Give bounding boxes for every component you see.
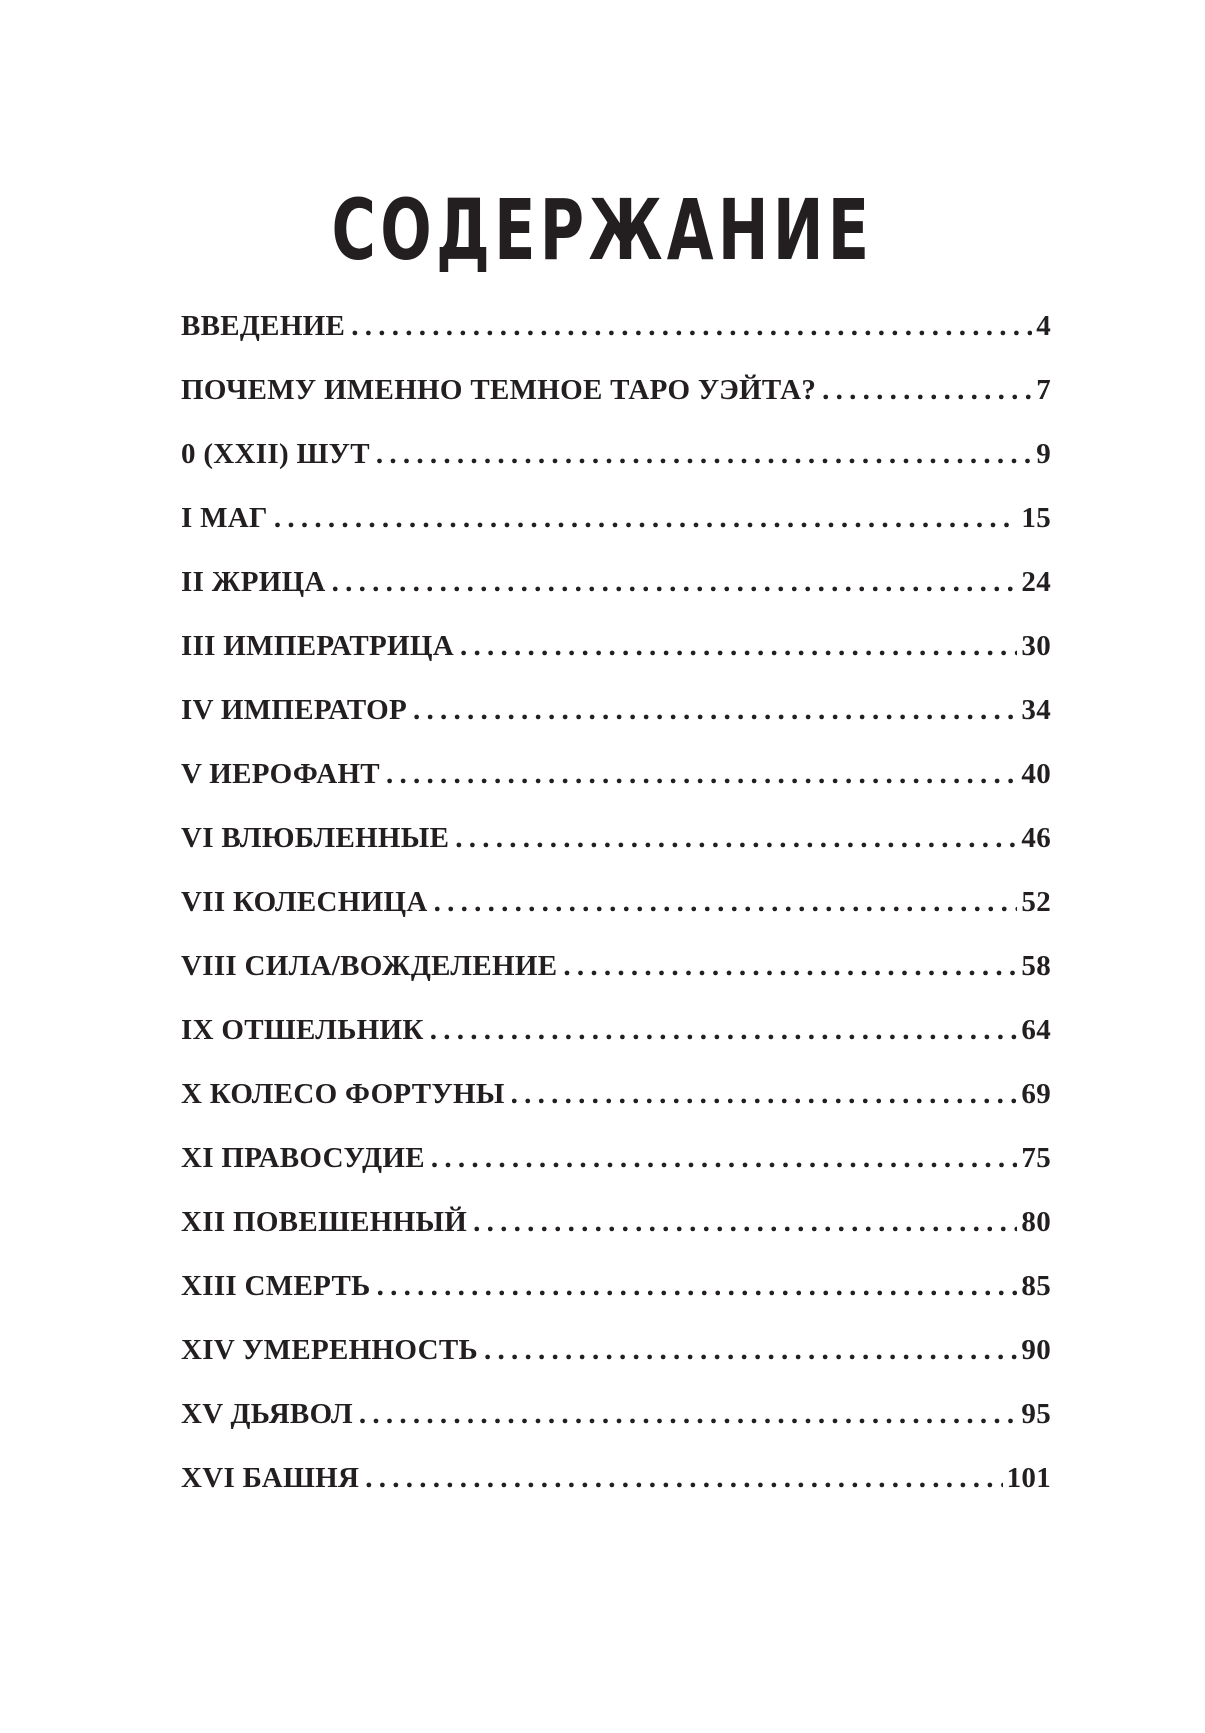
toc-entry-page: 24 [1021, 566, 1051, 598]
toc-entry-page: 80 [1021, 1206, 1051, 1238]
dot-leader [359, 1398, 1017, 1431]
toc-entry-label: ВВЕДЕНИЕ [181, 310, 346, 342]
toc-entry-page: 9 [1036, 438, 1051, 470]
dot-leader [332, 566, 1018, 599]
toc-entry-label: X КОЛЕСО ФОРТУНЫ [181, 1078, 505, 1110]
dot-leader [434, 886, 1018, 919]
toc-entry-label: VIII СИЛА/ВОЖДЕЛЕНИЕ [181, 950, 558, 982]
dot-leader [413, 694, 1017, 727]
toc-entry [181, 1462, 1051, 1526]
toc-entry [181, 438, 1051, 502]
toc-entry-page: 85 [1021, 1270, 1051, 1302]
dot-leader [431, 1142, 1017, 1175]
toc-entry [181, 502, 1051, 566]
dot-leader [484, 1334, 1017, 1367]
toc-entry [181, 1014, 1051, 1078]
toc-entry-page: 15 [1021, 502, 1051, 534]
toc-entry-page: 90 [1021, 1334, 1051, 1366]
toc-entry-label: VI ВЛЮБЛЕННЫЕ [181, 822, 450, 854]
dot-leader [455, 822, 1017, 855]
toc-entry [181, 374, 1051, 438]
toc-entry-page: 95 [1021, 1398, 1051, 1430]
toc-entry [181, 630, 1051, 694]
toc-entry [181, 1206, 1051, 1270]
toc-entry-label: XIII СМЕРТЬ [181, 1270, 371, 1302]
toc-entry-label: VII КОЛЕСНИЦА [181, 886, 428, 918]
dot-leader [274, 502, 1018, 535]
dot-leader [473, 1206, 1017, 1239]
toc-entry-page: 58 [1021, 950, 1051, 982]
toc-entry-label: XII ПОВЕШЕННЫЙ [181, 1206, 468, 1238]
toc-entry [181, 566, 1051, 630]
dot-leader [822, 374, 1032, 407]
toc-entry-label: XV ДЬЯВОЛ [181, 1398, 353, 1430]
table-of-contents [181, 310, 1051, 1526]
toc-entry-page: 69 [1021, 1078, 1051, 1110]
toc-entry-page: 40 [1021, 758, 1051, 790]
toc-entry [181, 886, 1051, 950]
toc-entry-page: 46 [1021, 822, 1051, 854]
toc-entry-page: 75 [1021, 1142, 1051, 1174]
dot-leader [377, 1270, 1018, 1303]
toc-entry-page: 64 [1021, 1014, 1051, 1046]
toc-entry-label: 0 (XXII) ШУТ [181, 438, 370, 470]
toc-entry-label: IX ОТШЕЛЬНИК [181, 1014, 424, 1046]
page-title: СОДЕРЖАНИЕ [331, 181, 874, 279]
toc-entry-page: 4 [1036, 310, 1051, 342]
toc-entry-page: 30 [1021, 630, 1051, 662]
toc-entry-label: IV ИМПЕРАТОР [181, 694, 408, 726]
toc-entry-label: XI ПРАВОСУДИЕ [181, 1142, 425, 1174]
toc-entry-page: 101 [1006, 1462, 1051, 1494]
toc-entry-label: XVI БАШНЯ [181, 1462, 360, 1494]
toc-entry-label: I МАГ [181, 502, 268, 534]
toc-entry [181, 1270, 1051, 1334]
toc-entry [181, 1334, 1051, 1398]
toc-entry-label: ПОЧЕМУ ИМЕННО ТЕМНОЕ ТАРО УЭЙТА? [181, 374, 817, 406]
toc-entry [181, 1078, 1051, 1142]
toc-entry [181, 1398, 1051, 1462]
toc-entry-label: XIV УМЕРЕННОСТЬ [181, 1334, 478, 1366]
toc-entry [181, 822, 1051, 886]
dot-leader [460, 630, 1017, 663]
dot-leader [511, 1078, 1018, 1111]
dot-leader [430, 1014, 1018, 1047]
toc-entry-label: V ИЕРОФАНТ [181, 758, 380, 790]
toc-entry [181, 310, 1051, 374]
toc-entry [181, 694, 1051, 758]
toc-entry [181, 758, 1051, 822]
toc-entry-page: 34 [1021, 694, 1051, 726]
toc-entry [181, 1142, 1051, 1206]
toc-entry [181, 950, 1051, 1014]
dot-leader [386, 758, 1017, 791]
toc-entry-label: II ЖРИЦА [181, 566, 326, 598]
dot-leader [351, 310, 1032, 343]
dot-leader [365, 1462, 1002, 1495]
toc-entry-page: 7 [1036, 374, 1051, 406]
dot-leader [376, 438, 1032, 471]
dot-leader [563, 950, 1017, 983]
toc-entry-page: 52 [1021, 886, 1051, 918]
toc-entry-label: III ИМПЕРАТРИЦА [181, 630, 454, 662]
